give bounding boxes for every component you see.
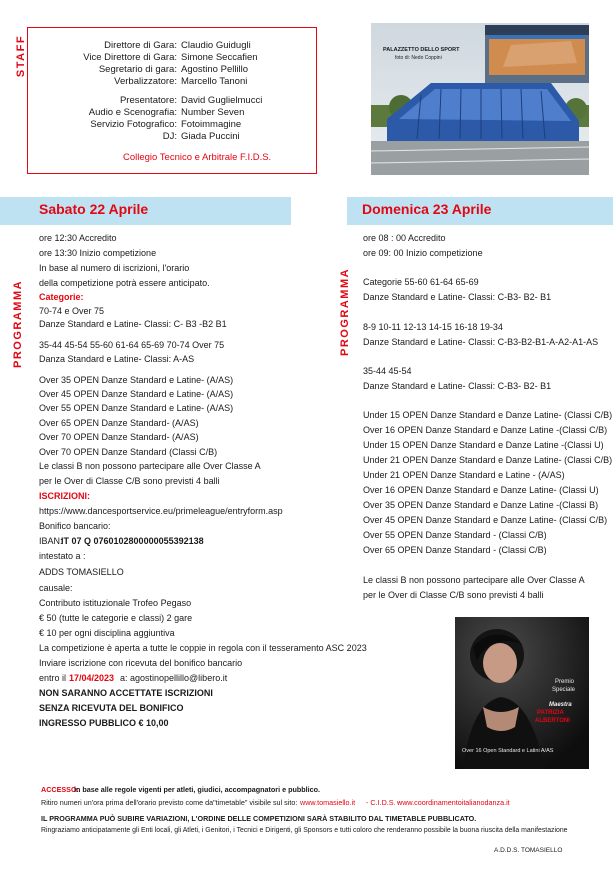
sun-line: Over 55 OPEN Danze Standard - (Classi C/B) (363, 530, 547, 540)
sun-line: ore 08 : 00 Accredito (363, 233, 446, 243)
staff-name: Simone Seccafien (181, 52, 258, 63)
sun-line: Le classi B non possono partecipare alle Over Classe A (363, 575, 585, 585)
photo-caption-sub: foto di: Nedo Coppini (395, 55, 442, 61)
sat-line: Danze Standard e Latine- Classi: C- B3 -B2 B1 (39, 319, 227, 329)
sat-line: 35-44 45-54 55-60 61-64 65-69 70-74 Over 75 (39, 340, 225, 350)
sat-line: Bonifico bancario: (39, 521, 111, 531)
sunday-title: Domenica 23 Aprile (362, 201, 492, 217)
sat-line: Inviare iscrizione con ricevuta del bonifico bancario (39, 658, 243, 668)
sun-line: Over 35 OPEN Danze Standard e Danze Latine -(Classi B) (363, 500, 599, 510)
award-poster (455, 617, 589, 769)
sat-line: causale: (39, 583, 73, 593)
sun-line: 8-9 10-11 12-13 14-15 16-18 19-34 (363, 322, 503, 332)
sun-line: Danze Standard e Latine- Classi: C-B3- B2- B1 (363, 381, 552, 391)
sat-line: € 50 (tutte le categorie e classi) 2 gare (39, 613, 193, 623)
sat-line: Over 45 OPEN Danze Standard e Latine- (A/AS) (39, 389, 234, 399)
sat-iban-value: IT 07 Q 0760102800000055392138 (61, 536, 204, 546)
sat-line: Over 55 OPEN Danze Standard e Latine- (A/AS) (39, 403, 234, 413)
staff-box (27, 27, 317, 174)
sat-line: Over 70 OPEN Danze Standard (Classi C/B) (39, 447, 218, 457)
sun-line: Under 21 OPEN Danze Standard e Latine - (A/AS) (363, 470, 565, 480)
sat-warning: NON SARANNO ACCETTATE ISCRIZIONI (39, 688, 213, 698)
sat-line: 70-74 e Over 75 (39, 306, 105, 316)
sat-line: Danza Standard e Latine- Classi: A-AS (39, 354, 195, 364)
sat-categories-label: Categorie: (39, 292, 84, 302)
sat-line: ADDS TOMASIELLO (39, 567, 124, 577)
staff-name: Claudio Guidugli (181, 40, 251, 51)
award-name-first: PATRIZIA (537, 710, 564, 716)
staff-name: Giada Puccini (181, 131, 240, 142)
portrait-image (455, 617, 589, 769)
palazzetto-photo (371, 23, 589, 175)
staff-name: Marcello Tanoni (181, 76, 248, 87)
staff-role: Servizio Fotografico: (90, 119, 177, 130)
photo-caption-title: PALAZZETTO DELLO SPORT (383, 47, 460, 53)
sat-line: ore 12:30 Accredito (39, 233, 117, 243)
staff-role: Segretario di gara: (98, 64, 177, 75)
accesso-label: ACCESSO: (41, 785, 79, 794)
sun-line: Under 15 OPEN Danze Standard e Danze Latine -(Classi U) (363, 440, 604, 450)
staff-side-label: STAFF (15, 34, 27, 78)
sun-line: Under 21 OPEN Danze Standard e Danze Latine- (Classi C/B) (363, 455, 613, 465)
sat-line: intestato a : (39, 551, 86, 561)
sat-line: per le Over di Classe C/B sono previsti 4 balli (39, 476, 220, 486)
sun-line: Over 65 OPEN Danze Standard - (Classi C/B) (363, 545, 547, 555)
staff-name: David Guglielmucci (181, 95, 263, 106)
sat-line: € 10 per ogni disciplina aggiuntiva (39, 628, 175, 638)
sat-line: La competizione è aperta a tutte le coppie in regola con il tesseramento ASC 2023 (39, 643, 367, 653)
staff-role: Verbalizzatore: (114, 76, 177, 87)
sun-line: per le Over di Classe C/B sono previsti 4 balli (363, 590, 544, 600)
program-side-label-right: PROGRAMMA (339, 267, 351, 356)
staff-role: Audio e Scenografia: (88, 107, 177, 118)
sat-line: Over 65 OPEN Danze Standard- (A/AS) (39, 418, 199, 428)
award-subtitle: Over 16 Open Standard e Latini A/AS (462, 748, 554, 754)
tomasiello-link[interactable]: www.tomasiello.it (300, 798, 356, 807)
sat-line: Le classi B non possono partecipare alle Over Classe A (39, 461, 261, 471)
sun-line: Danze Standard e Latine- Classi: C-B3-B2-B1-A-A2-A1-AS (363, 337, 599, 347)
staff-footer: Collegio Tecnico e Arbitrale F.I.D.S. (123, 152, 272, 163)
program-note: IL PROGRAMMA PUÒ SUBIRE VARIAZIONI, L'ORDINE DELLE COMPETIZIONI SARÀ STABILITO DAL TIMETABLE PUBBLICATO. (41, 814, 477, 823)
award-premio: Premio (555, 679, 575, 685)
sat-line: In base al numero di iscrizioni, l'orario (39, 263, 190, 273)
staff-name: Agostino Pellillo (181, 64, 249, 75)
sat-public-entry: INGRESSO PUBBLICO € 10,00 (39, 718, 169, 728)
sun-line: Under 15 OPEN Danze Standard e Danze Latine- (Classi C/B) (363, 410, 613, 420)
palazzetto-image (371, 23, 589, 175)
ritiro-text: Ritiro numeri un'ora prima dell'orario previsto come da"timetable" visibile sul sito: (41, 798, 298, 807)
staff-role: Vice Direttore di Gara: (83, 52, 177, 63)
sat-line: Over 35 OPEN Danze Standard e Latine- (A/AS) (39, 375, 234, 385)
sun-line: 35-44 45-54 (363, 366, 412, 376)
staff-name: Number Seven (181, 107, 245, 118)
staff-role: Presentatore: (119, 95, 177, 106)
award-speciale: Speciale (552, 687, 576, 693)
staff-name: Fotoimmagine (181, 119, 242, 130)
sun-line: Danze Standard e Latine- Classi: C-B3- B2- B1 (363, 292, 552, 302)
sat-warning: SENZA RICEVUTA DEL BONIFICO (39, 703, 184, 713)
program-side-label-left: PROGRAMMA (12, 279, 24, 368)
sat-line: ore 13:30 Inizio competizione (39, 248, 157, 258)
sat-line: Over 70 OPEN Danze Standard- (A/AS) (39, 432, 199, 442)
sun-line: ore 09: 00 Inizio competizione (363, 248, 483, 258)
sun-line: Over 45 OPEN Danze Standard e Danze Latine- (Classi C/B) (363, 515, 608, 525)
thanks-text: Ringraziamo anticipatamente gli Enti locali, gli Atleti, i Genitori, i Tecnici e Dirigenti, gli Sponsors e tutti coloro che renderanno possibile la buona riuscita della manifestazione (41, 827, 568, 834)
award-name-last: ALBERTONI (535, 718, 570, 724)
sun-line: Categorie 55-60 61-64 65-69 (363, 277, 479, 287)
sun-line: Over 16 OPEN Danze Standard e Danze Latine -(Classi C/B) (363, 425, 608, 435)
sun-line: Over 16 OPEN Danze Standard e Danze Latine- (Classi U) (363, 485, 599, 495)
sat-line: Contributo istituzionale Trofeo Pegaso (39, 598, 192, 608)
accesso-text: in base alle regole vigenti per atleti, giudici, accompagnatori e pubblico. (74, 785, 321, 794)
signature: A.D.D.S. TOMASIELLO (494, 847, 563, 854)
sat-entry-link[interactable]: https://www.dancesportservice.eu/primeleague/entryform.asp (39, 506, 283, 516)
sat-iscrizioni-label: ISCRIZIONI: (39, 491, 90, 501)
sat-deadline-date: 17/04/2023 (69, 673, 115, 683)
staff-role: DJ: (162, 131, 177, 142)
award-maestra: Maestra (549, 702, 572, 708)
saturday-title: Sabato 22 Aprile (39, 201, 149, 217)
sat-deadline-email[interactable]: a: agostinopellillo@libero.it (120, 673, 228, 683)
sat-iban-label: IBAN: (39, 536, 63, 546)
staff-role: Direttore di Gara: (104, 40, 177, 51)
coordinamento-link[interactable]: www.coordinamentoitalianodanza.it (397, 798, 510, 807)
sat-line: della competizione potrà essere anticipato. (39, 278, 210, 288)
sat-deadline-prefix: entro il (39, 673, 67, 683)
cids-separator: - C.I.D.S. - (366, 798, 400, 807)
